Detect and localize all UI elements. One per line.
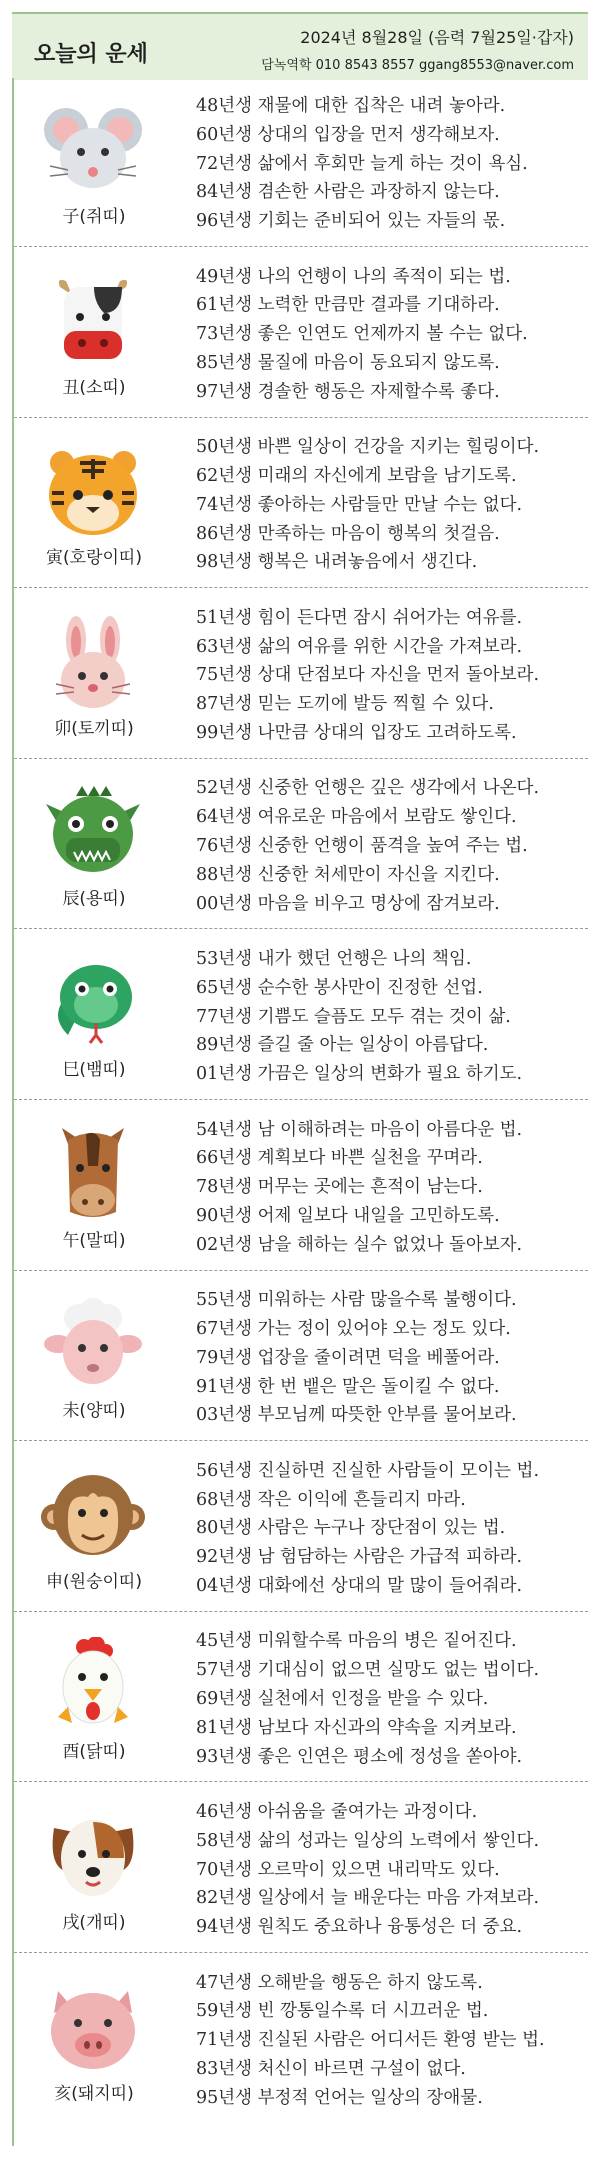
fortune-lines bbox=[196, 604, 586, 748]
zodiac-row bbox=[14, 1955, 588, 2123]
fortune-line: 45년생 미워할수록 마음의 병은 짙어진다. bbox=[196, 1631, 517, 1652]
fortune-line: 64년생 여유로운 마음에서 보람도 쌓인다. bbox=[196, 807, 517, 828]
fortune-line: 63년생 삶의 여유를 위한 시간을 가져보라. bbox=[196, 636, 523, 657]
zodiac-row bbox=[14, 78, 588, 247]
zodiac-label: 辰(용띠) bbox=[62, 889, 126, 910]
fortune-line: 84년생 겸손한 사람은 과장하지 않는다. bbox=[196, 182, 500, 203]
fortune-line: 54년생 남 이해하려는 마음이 아름다운 법. bbox=[196, 1119, 523, 1140]
zodiac-row bbox=[14, 1784, 588, 1953]
fortune-lines bbox=[196, 774, 586, 918]
dog-icon bbox=[38, 1808, 148, 1904]
zodiac-label: 午(말띠) bbox=[62, 1230, 126, 1251]
fortune-line: 56년생 진실하면 진실한 사람들이 모이는 법. bbox=[196, 1460, 540, 1481]
rat-icon bbox=[38, 102, 148, 198]
zodiac-row bbox=[14, 1272, 588, 1441]
fortune-line: 47년생 오해받을 행동은 하지 않도록. bbox=[196, 1972, 483, 1993]
fortune-line: 79년생 업장을 줄이려면 덕을 베풀어라. bbox=[196, 1347, 500, 1368]
fortune-line: 66년생 계획보다 바쁜 실천을 꾸며라. bbox=[196, 1148, 483, 1169]
fortune-line: 77년생 기쁨도 슬픔도 모두 겪는 것이 삶. bbox=[196, 1006, 511, 1027]
dragon-icon bbox=[38, 784, 148, 880]
fortune-line: 88년생 신중한 처세만이 자신을 지킨다. bbox=[196, 864, 500, 885]
zodiac-label: 巳(뱀띠) bbox=[62, 1060, 126, 1080]
zodiac-label: 卯(토끼띠) bbox=[54, 718, 134, 739]
page-title: 오늘의 운세 bbox=[34, 42, 148, 67]
fortune-lines bbox=[196, 1286, 586, 1430]
fortune-line: 92년생 남 험담하는 사람은 가급적 피하라. bbox=[196, 1547, 523, 1568]
fortune-line: 73년생 좋은 인연도 언제까지 볼 수는 없다. bbox=[196, 324, 528, 345]
fortune-line: 99년생 나만큼 상대의 입장도 고려하도록. bbox=[196, 722, 517, 743]
fortune-line: 75년생 상대 단점보다 자신을 먼저 돌아보라. bbox=[196, 665, 540, 686]
fortune-lines bbox=[196, 433, 586, 577]
fortune-line: 62년생 미래의 자신에게 보람을 남기도록. bbox=[196, 465, 517, 486]
fortune-lines bbox=[196, 1798, 586, 1942]
tiger-icon bbox=[38, 443, 148, 539]
fortune-line: 72년생 삶에서 후회만 늘게 하는 것이 욕심. bbox=[196, 153, 528, 174]
fortune-lines bbox=[196, 263, 586, 407]
fortune-line: 86년생 만족하는 마음이 행복의 첫걸음. bbox=[196, 523, 500, 544]
fortune-line: 94년생 원칙도 중요하나 융통성은 더 중요. bbox=[196, 1917, 523, 1938]
fortune-line: 49년생 나의 언행이 나의 족적이 되는 법. bbox=[196, 266, 511, 287]
fortune-line: 97년생 경솔한 행동은 자제할수록 좋다. bbox=[196, 381, 500, 402]
zodiac-row bbox=[14, 249, 588, 418]
fortune-line: 96년생 기회는 준비되어 있는 자들의 몫. bbox=[196, 211, 506, 232]
fortune-line: 95년생 부정적 언어는 일상의 장애물. bbox=[196, 2087, 483, 2108]
fortune-line: 81년생 남보다 자신과의 약속을 지켜보라. bbox=[196, 1717, 517, 1738]
fortune-lines bbox=[196, 92, 586, 236]
zodiac-label: 未(양띠) bbox=[62, 1401, 126, 1422]
fortune-lines bbox=[196, 1969, 586, 2113]
zodiac-row bbox=[14, 419, 588, 588]
fortune-line: 83년생 처신이 바르면 구설이 없다. bbox=[196, 2058, 466, 2079]
fortune-line: 68년생 작은 이익에 흔들리지 마라. bbox=[196, 1489, 466, 1510]
fortune-line: 04년생 대화에선 상대의 말 많이 들어줘라. bbox=[196, 1575, 523, 1596]
fortune-line: 85년생 물질에 마음이 동요되지 않도록. bbox=[196, 352, 500, 373]
zodiac-row bbox=[14, 1102, 588, 1271]
zodiac-label: 戌(개띠) bbox=[62, 1913, 126, 1933]
zodiac-row bbox=[14, 1613, 588, 1782]
zodiac-row bbox=[14, 590, 588, 759]
zodiac-row bbox=[14, 1443, 588, 1612]
fortune-line: 01년생 가끔은 일상의 변화가 필요 하기도. bbox=[196, 1064, 523, 1085]
monkey-icon bbox=[38, 1467, 148, 1563]
fortune-lines bbox=[196, 1627, 586, 1771]
fortune-line: 67년생 가는 정이 있어야 오는 정도 있다. bbox=[196, 1318, 511, 1339]
fortune-line: 55년생 미워하는 사람 많을수록 불행이다. bbox=[196, 1290, 517, 1311]
ox-icon bbox=[38, 273, 148, 369]
fortune-line: 70년생 오르막이 있으면 내리막도 있다. bbox=[196, 1859, 500, 1880]
zodiac-label: 申(원숭이띠) bbox=[46, 1571, 142, 1592]
fortune-line: 71년생 진실된 사람은 어디서든 환영 받는 법. bbox=[196, 2030, 545, 2051]
zodiac-label: 酉(닭띠) bbox=[62, 1742, 126, 1763]
zodiac-label: 丑(소띠) bbox=[62, 377, 126, 398]
fortune-line: 93년생 좋은 인연은 평소에 정성을 쏟아야. bbox=[196, 1746, 523, 1767]
zodiac-label: 子(쥐띠) bbox=[62, 207, 126, 227]
rabbit-icon bbox=[38, 614, 148, 710]
fortune-line: 00년생 마음을 비우고 명상에 잠겨보라. bbox=[196, 893, 500, 914]
fortune-line: 78년생 머무는 곳에는 흔적이 남는다. bbox=[196, 1177, 483, 1198]
fortune-line: 03년생 부모님께 따뜻한 안부를 물어보라. bbox=[196, 1405, 517, 1426]
fortune-line: 51년생 힘이 든다면 잠시 쉬어가는 여유를. bbox=[196, 607, 523, 628]
fortune-lines bbox=[196, 945, 586, 1089]
sheep-icon bbox=[38, 1296, 148, 1392]
date-line: 2024년 8월28일 (음력 7월25일·갑자) bbox=[300, 28, 574, 47]
fortune-line: 82년생 일상에서 늘 배운다는 마음 가져보라. bbox=[196, 1888, 540, 1909]
fortune-line: 53년생 내가 했던 언행은 나의 책임. bbox=[196, 949, 472, 969]
zodiac-row bbox=[14, 760, 588, 929]
fortune-line: 02년생 남을 해하는 실수 없었나 돌아보자. bbox=[196, 1234, 523, 1255]
rooster-icon bbox=[38, 1637, 148, 1733]
fortune-line: 46년생 아쉬움을 줄여가는 과정이다. bbox=[196, 1802, 478, 1822]
fortune-line: 80년생 사람은 누구나 장단점이 있는 법. bbox=[196, 1518, 506, 1539]
zodiac-label: 亥(돼지띠) bbox=[54, 2083, 134, 2104]
fortune-line: 69년생 실천에서 인정을 받을 수 있다. bbox=[196, 1688, 489, 1709]
fortune-line: 65년생 순수한 봉사만이 진정한 선업. bbox=[196, 977, 483, 998]
fortune-line: 98년생 행복은 내려놓음에서 생긴다. bbox=[196, 552, 478, 573]
fortune-line: 48년생 재물에 대한 집착은 내려 놓아라. bbox=[196, 96, 506, 116]
fortune-line: 76년생 신중한 언행이 품격을 높여 주는 법. bbox=[196, 835, 528, 856]
zodiac-row bbox=[14, 931, 588, 1100]
header-bar bbox=[12, 12, 588, 80]
zodiac-label: 寅(호랑이띠) bbox=[46, 548, 142, 569]
contact-line: 담녹역학 010 8543 8557 ggang8553@naver.com bbox=[261, 58, 574, 73]
pig-icon bbox=[38, 1979, 148, 2075]
snake-icon bbox=[38, 955, 148, 1051]
fortune-line: 91년생 한 번 뱉은 말은 돌이킬 수 없다. bbox=[196, 1376, 500, 1397]
fortune-line: 58년생 삶의 성과는 일상의 노력에서 쌓인다. bbox=[196, 1830, 540, 1851]
fortune-line: 59년생 빈 깡통일수록 더 시끄러운 법. bbox=[196, 2001, 489, 2022]
fortune-lines bbox=[196, 1457, 586, 1601]
fortune-line: 60년생 상대의 입장을 먼저 생각해보자. bbox=[196, 124, 500, 145]
fortune-line: 90년생 어제 일보다 내일을 고민하도록. bbox=[196, 1205, 500, 1226]
fortune-line: 57년생 기대심이 없으면 실망도 없는 법이다. bbox=[196, 1660, 540, 1681]
fortune-line: 87년생 믿는 도끼에 발등 찍힐 수 있다. bbox=[196, 694, 494, 715]
horse-icon bbox=[38, 1126, 148, 1222]
fortune-line: 52년생 신중한 언행은 깊은 생각에서 나온다. bbox=[196, 778, 540, 799]
fortune-lines bbox=[196, 1116, 586, 1260]
fortune-line: 50년생 바쁜 일상이 건강을 지키는 힐링이다. bbox=[196, 437, 540, 458]
fortune-line: 74년생 좋아하는 사람들만 만날 수는 없다. bbox=[196, 494, 523, 515]
fortune-line: 89년생 즐길 줄 아는 일상이 아름답다. bbox=[196, 1035, 489, 1056]
fortune-line: 61년생 노력한 만큼만 결과를 기대하라. bbox=[196, 295, 500, 316]
